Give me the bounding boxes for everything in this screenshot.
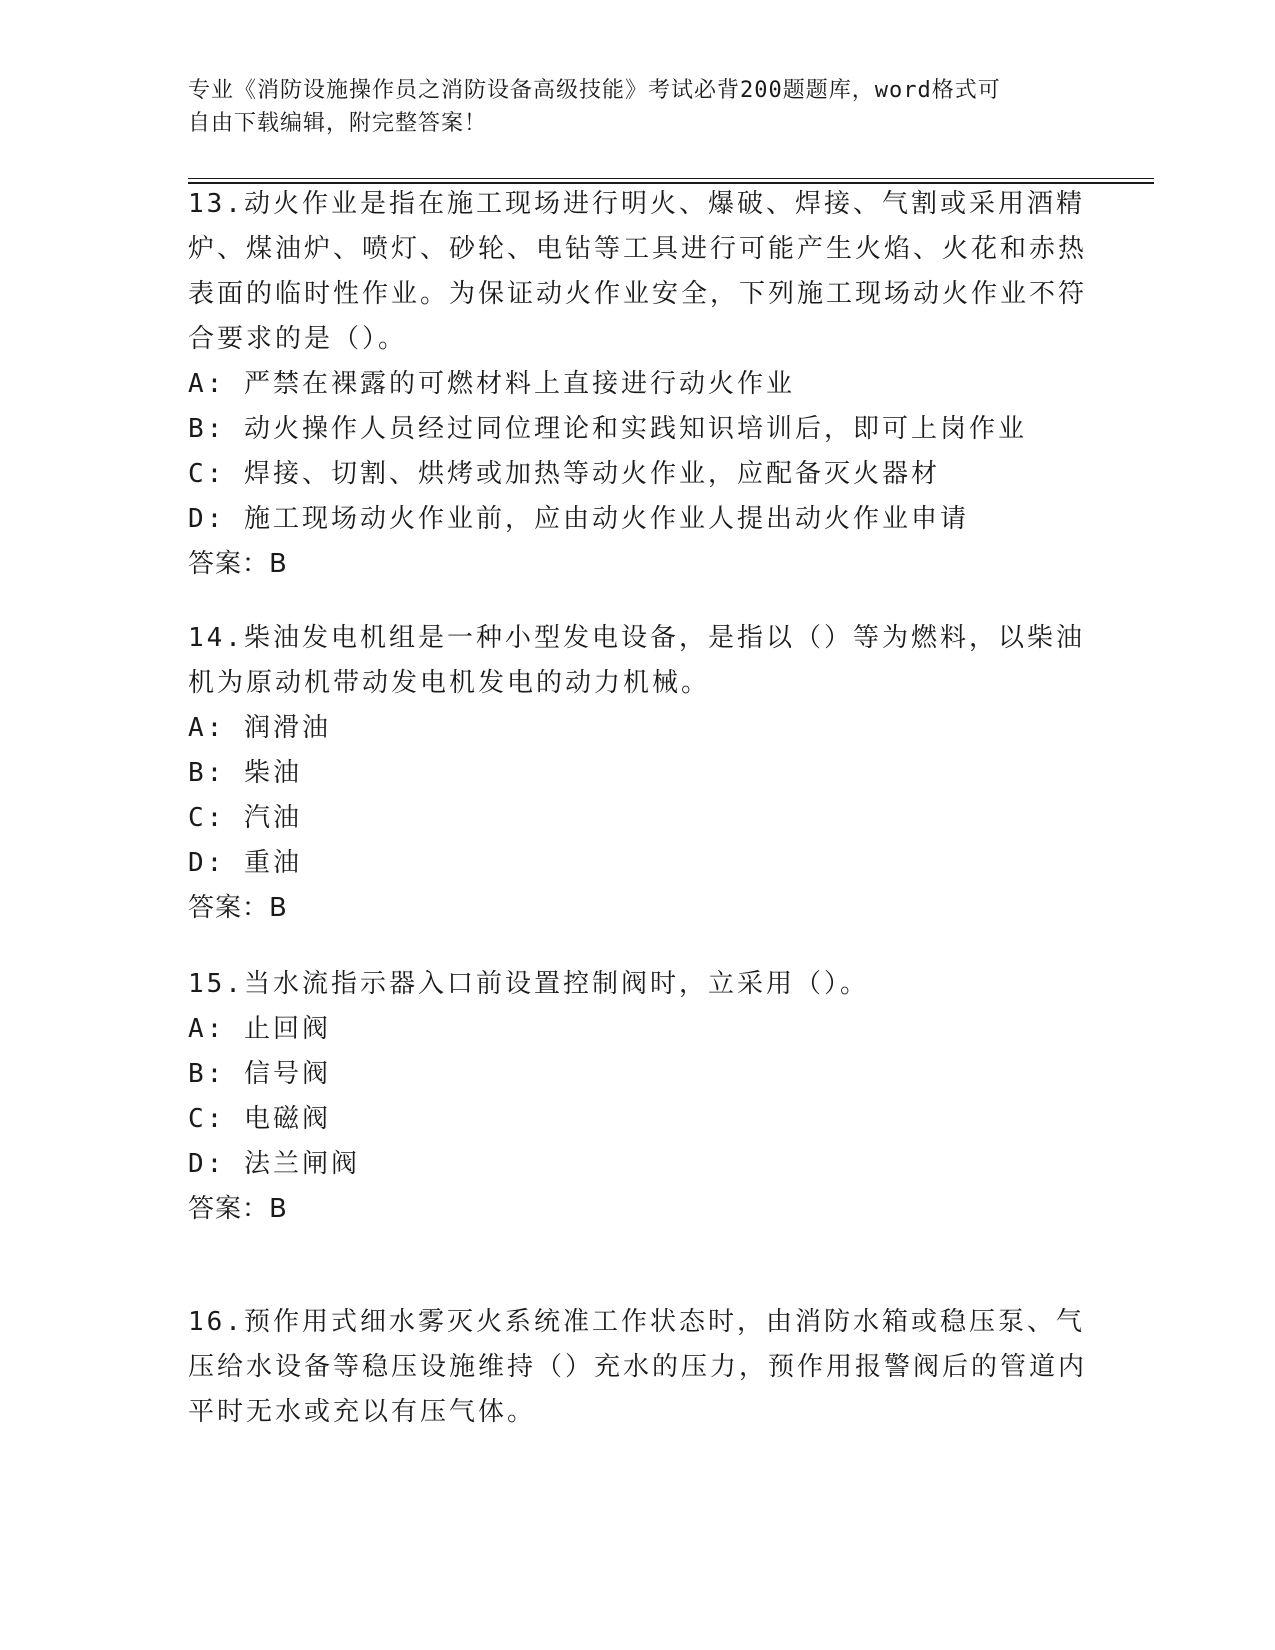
question-16 [188,1300,1088,1435]
header-line-2: 自由下载编辑，附完整答案！ [188,111,488,136]
option-d: D: 法兰闸阀 [188,1149,360,1179]
question-15 [188,962,1088,1232]
option-d: D: 施工现场动火作业前，应由动火作业人提出动火作业申请 [188,504,969,534]
option-b: B: 动火操作人员经过同位理论和实践知识培训后，即可上岗作业 [188,414,1027,444]
question-14 [188,616,1088,931]
option-a: A: 止回阀 [188,1014,331,1044]
option-d: D: 重油 [188,848,302,878]
question-stem: 15.当水流指示器入口前设置控制阀时，立采用（）。 [188,969,869,999]
option-b: B: 信号阀 [188,1059,331,1089]
answer-line: 答案：B [188,893,288,923]
question-stem: 16.预作用式细水雾灭火系统准工作状态时，由消防水箱或稳压泵、气压给水设备等稳压设施维持（）充水的压力，预作用报警阀后的管道内平时无水或充以有压气体。 [188,1307,1088,1427]
answer-line: 答案：B [188,549,288,579]
document-header [188,74,1068,140]
option-c: C: 焊接、切割、烘烤或加热等动火作业，应配备灭火器材 [188,459,940,489]
header-line-1: 专业《消防设施操作员之消防设备高级技能》考试必背200题题库，word格式可 [188,78,1001,103]
answer-line: 答案：B [188,1194,288,1224]
option-c: C: 电磁阀 [188,1104,331,1134]
option-a: A: 严禁在裸露的可燃材料上直接进行动火作业 [188,369,795,399]
option-a: A: 润滑油 [188,713,331,743]
question-stem: 13.动火作业是指在施工现场进行明火、爆破、焊接、气割或采用酒精炉、煤油炉、喷灯、砂轮、电钻等工具进行可能产生火焰、火花和赤热表面的临时性作业。为保证动火作业安全，下列施工现场动火作业不符合要求的是（）。 [188,189,1088,354]
header-divider-thin [188,178,1154,179]
option-c: C: 汽油 [188,803,302,833]
question-13 [188,182,1088,587]
question-stem: 14.柴油发电机组是一种小型发电设备，是指以（）等为燃料，以柴油机为原动机带动发电机发电的动力机械。 [188,623,1085,698]
option-b: B: 柴油 [188,758,302,788]
